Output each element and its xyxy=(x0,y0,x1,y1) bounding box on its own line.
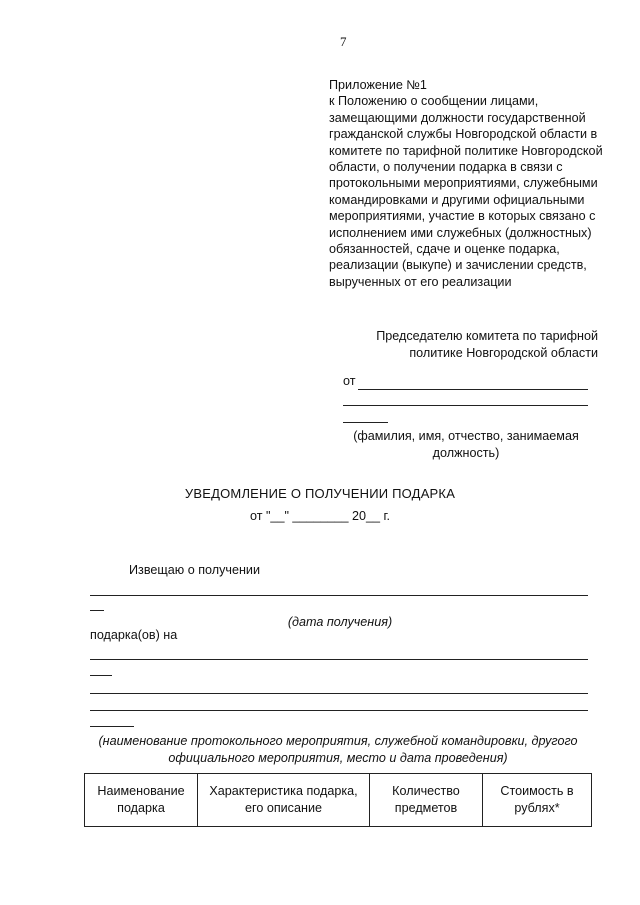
table-header-description: Характеристика подарка, его описание xyxy=(198,774,370,827)
gifts-on-text: подарка(ов) на xyxy=(90,628,178,642)
sender-note: (фамилия, имя, отчество, занимаемая должность) xyxy=(353,429,579,460)
event-line-4 xyxy=(90,710,588,711)
gifts-table xyxy=(84,773,592,827)
event-line-1 xyxy=(90,659,588,660)
table-header-cost: Стоимость в рублях* xyxy=(483,774,592,827)
event-line-5 xyxy=(90,726,134,727)
notify-text: Извещаю о получении xyxy=(129,563,260,577)
from-label: от xyxy=(343,374,356,388)
notify-line-2 xyxy=(90,610,104,611)
appendix-heading: Приложение №1 xyxy=(329,78,427,92)
appendix-block xyxy=(329,77,609,290)
event-line-3 xyxy=(90,693,588,694)
event-line-2 xyxy=(90,675,112,676)
sender-line-1 xyxy=(358,389,588,390)
document-title: УВЕДОМЛЕНИЕ О ПОЛУЧЕНИИ ПОДАРКА xyxy=(184,486,456,501)
notify-line-1 xyxy=(90,595,588,596)
table-header-quantity: Количество предметов xyxy=(370,774,483,827)
addressee: Председателю комитета по тарифной политике Новгородской области xyxy=(376,329,598,360)
table-header-row xyxy=(85,774,592,827)
page-number: 7 xyxy=(340,34,347,49)
table-header-name: Наименование подарка xyxy=(85,774,198,827)
appendix-body: к Положению о сообщении лицами, замещающими должности государственной гражданской службы Новгородской области в комитете по тарифной политике Новгородской области, о получении подарка в связи с протокольными мероприятиями, служебными командировками и другими официальными мероприятиями, участие в которых связано с исполнением ими служебных (должностных) обязанностей, сдаче и оценке подарка, реализации (выкупе) и зачислении средств, вырученных от его реализации xyxy=(329,94,603,289)
date-received-note: (дата получения) xyxy=(287,615,393,629)
sender-line-3 xyxy=(343,422,388,423)
sender-line-2 xyxy=(343,405,588,406)
document-date: от "__" ________ 20__ г. xyxy=(249,509,391,523)
event-note: (наименование протокольного мероприятия, служебной командировки, другого официального мероприятия, место и дата проведения) xyxy=(98,734,578,765)
